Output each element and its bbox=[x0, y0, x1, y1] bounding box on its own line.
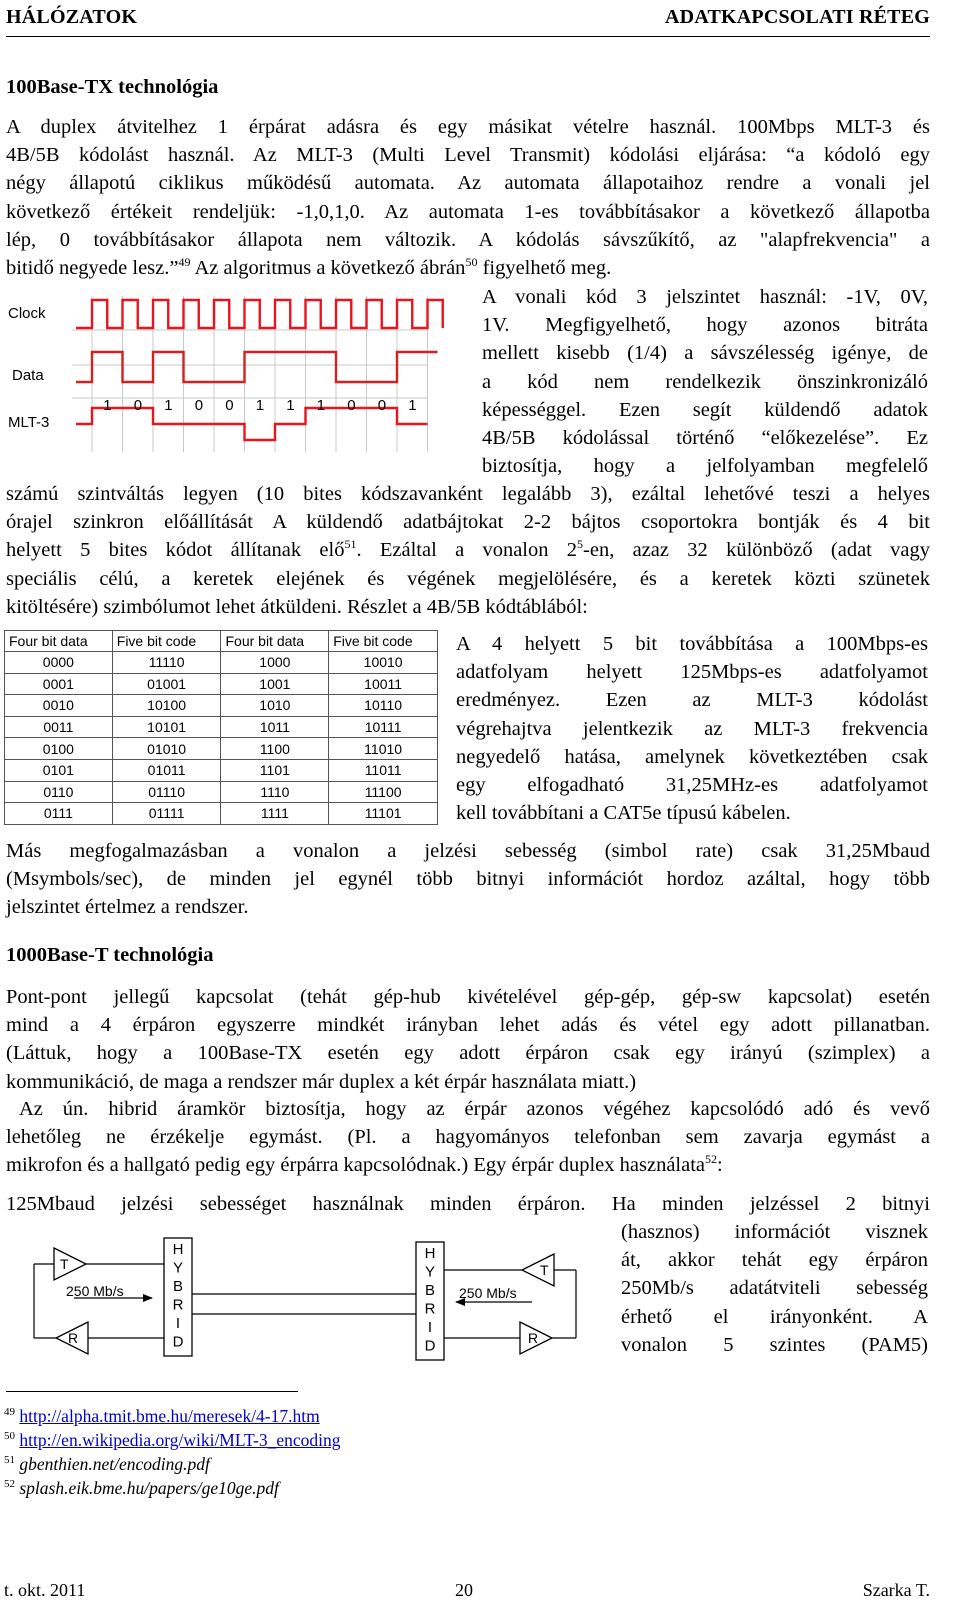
table-cell: 10110 bbox=[329, 695, 438, 717]
bit-label: 1 bbox=[103, 397, 112, 414]
table-cell: 10111 bbox=[329, 716, 438, 738]
paragraph-1000base-t-intro bbox=[6, 983, 930, 1096]
table-row bbox=[5, 759, 438, 781]
bit-label: 1 bbox=[286, 397, 295, 414]
text-line: kitöltésére) szimbólumot lehet átküldeni. Részlet a 4B/5B kódtáblából: bbox=[6, 595, 588, 618]
text-line bbox=[6, 536, 930, 564]
text-line: kell továbbítani a CAT5e típusú kábelen. bbox=[456, 802, 791, 825]
table-cell: 0101 bbox=[5, 759, 113, 781]
footnote-number: 51 bbox=[4, 1454, 15, 1467]
table-cell: 11011 bbox=[329, 759, 438, 781]
text-line: A duplex átvitelhez 1 érpárat adásra és egy másikat vételre használ. 100Mbps MLT-3 és bbox=[6, 116, 930, 138]
running-header-right: ADATKAPCSOLATI RÉTEG bbox=[665, 6, 930, 28]
hybrid-letter: I bbox=[175, 1315, 181, 1332]
transmitter-label: T bbox=[60, 1256, 69, 1272]
text-line: 4B/5B kódolást használ. Az MLT-3 (Multi Level Transmit) kódolási eljárása: “a kódoló egy bbox=[6, 144, 930, 167]
text-line: biztosítja, hogy a jelfolyamban megfelelő bbox=[482, 455, 928, 478]
footer-date: t. okt. 2011 bbox=[4, 1580, 86, 1600]
rate-label-right: 250 Mb/s bbox=[459, 1285, 517, 1301]
text-span: : bbox=[717, 1154, 723, 1177]
footnote-link[interactable]: http://alpha.tmit.bme.hu/meresek/4-17.htm bbox=[19, 1406, 320, 1426]
footnote-49 bbox=[4, 1404, 604, 1428]
table-cell: 0110 bbox=[5, 781, 113, 803]
data-label: Data bbox=[12, 367, 44, 384]
text-span: mikrofon és a hallgató pedig egy érpárra kapcsolódnak.) Egy érpár duplex használata bbox=[6, 1154, 706, 1177]
text-line: mellett kisebb (1/4) a sávszélesség igénye, de bbox=[482, 342, 928, 365]
table-cell: 1111 bbox=[221, 803, 329, 825]
text-line: jelszintet értelmez a rendszer. bbox=[6, 896, 249, 919]
hybrid-letter: Y bbox=[424, 1263, 436, 1281]
hybrid-letter: B bbox=[172, 1278, 184, 1295]
table-row bbox=[5, 738, 438, 760]
section-title-100base-tx: 100Base-TX technológia bbox=[6, 76, 219, 98]
table-cell: 1010 bbox=[221, 695, 329, 717]
text-line: Pont-pont jellegű kapcsolat (tehát gép-hub kivételével gép-gép, gép-sw kapcsolat) esetén bbox=[6, 986, 930, 1008]
transmitter-label: T bbox=[540, 1262, 549, 1278]
hybrid-letter: D bbox=[172, 1333, 184, 1351]
bit-label: 0 bbox=[194, 397, 204, 414]
paragraph-hybrid-circuit bbox=[6, 1095, 930, 1180]
footnote-text: gbenthien.net/encoding.pdf bbox=[19, 1454, 210, 1474]
text-line: a kód nem rendelkezik önszinkronizáló bbox=[482, 370, 928, 393]
footnote-52 bbox=[4, 1476, 604, 1500]
text-line: speciális célú, a keretek elejének és végének megjelölésére, és a keretek közti szünetek bbox=[6, 567, 930, 590]
bit-label: 0 bbox=[347, 397, 356, 414]
paragraph-bitrate-side bbox=[456, 630, 928, 827]
table-cell: 0111 bbox=[5, 803, 113, 825]
footnote-number: 52 bbox=[4, 1478, 15, 1491]
footnote-50 bbox=[4, 1428, 604, 1452]
hybrid-letter: H bbox=[424, 1245, 436, 1262]
footnote-51 bbox=[4, 1452, 604, 1476]
rate-label-left: 250 Mb/s bbox=[66, 1283, 124, 1299]
text-line: lehetőleg ne érzékelje egymást. (Pl. a hagyományos telefonban sem zavarja egymást a bbox=[6, 1126, 930, 1149]
hybrid-letter: B bbox=[424, 1282, 436, 1299]
text-line: számú szintváltás legyen (10 bites kódszavanként legalább 3), ezáltal lehetővé teszi a helyes bbox=[6, 483, 930, 505]
hybrid-letter: R bbox=[172, 1296, 184, 1314]
mlt3-encoding-figure bbox=[4, 290, 452, 460]
column-header: Five bit code bbox=[112, 631, 221, 652]
bit-label: 1 bbox=[408, 397, 417, 414]
text-line: kommunikáció, de maga a rendszer már duplex a két érpár használata miatt.) bbox=[6, 1070, 637, 1093]
table-cell: 11110 bbox=[112, 652, 221, 674]
transmitter-right bbox=[522, 1254, 554, 1286]
table-cell: 10010 bbox=[329, 652, 438, 674]
table-cell: 10100 bbox=[112, 695, 221, 717]
bit-label: 0 bbox=[133, 397, 143, 414]
text-line: (Msymbols/sec), de minden jel egynél több bitnyi információt hordoz azáltal, hogy több bbox=[6, 868, 930, 891]
hybrid-letter: R bbox=[424, 1300, 436, 1318]
table-cell: 10101 bbox=[112, 716, 221, 738]
footnote-ref-52[interactable]: 52 bbox=[705, 1152, 718, 1167]
table-row bbox=[5, 695, 438, 717]
text-line: órajel szinkron előállítását A küldendő adatbájtokat 2-2 bájtos csoportokra bontják és 4 bit bbox=[6, 511, 930, 534]
table-cell: 11010 bbox=[329, 738, 438, 760]
table-row bbox=[5, 781, 438, 803]
table-cell: 01001 bbox=[112, 673, 221, 695]
column-header: Four bit data bbox=[221, 631, 329, 652]
hybrid-letter: D bbox=[424, 1337, 436, 1355]
paragraph-100base-tx-intro bbox=[6, 113, 930, 282]
clock-waveform bbox=[76, 300, 443, 328]
footnote-ref-50[interactable]: 50 bbox=[465, 255, 478, 270]
footnote-ref-51[interactable]: 51 bbox=[344, 537, 357, 552]
table-cell: 0011 bbox=[5, 716, 113, 738]
footnotes bbox=[4, 1404, 604, 1500]
table-cell: 1110 bbox=[221, 781, 329, 803]
header-rule bbox=[6, 36, 930, 37]
table-cell: 01011 bbox=[112, 759, 221, 781]
table-row bbox=[5, 803, 438, 825]
receiver-label: R bbox=[68, 1330, 79, 1346]
text-line: A 4 helyett 5 bit továbbítása a 100Mbps-es bbox=[456, 633, 928, 655]
page-number: 20 bbox=[455, 1580, 473, 1600]
text-line: 250Mb/s adatátviteli sebesség bbox=[621, 1277, 928, 1300]
table-cell: 1000 bbox=[221, 652, 329, 674]
text-line: lép, 0 továbbításakor állapota nem változik. A kódolás sávszűkítő, az "alapfrekvencia" a bbox=[6, 228, 930, 251]
table-cell: 1001 bbox=[221, 673, 329, 695]
text-line: adatfolyam helyett 125Mbps-es adatfolyamot bbox=[456, 661, 928, 684]
paragraph-symbol-rate bbox=[6, 837, 930, 922]
transmitter-left bbox=[54, 1248, 86, 1280]
paragraph-line-code-full bbox=[6, 480, 930, 621]
text-span: bitidő negyede lesz.” bbox=[6, 257, 179, 280]
exponent: 5 bbox=[577, 537, 584, 552]
text-line: érhető el irányonként. A bbox=[621, 1305, 928, 1328]
receiver-label: R bbox=[528, 1330, 539, 1346]
table-cell: 11100 bbox=[329, 781, 438, 803]
text-line: vonalon 5 szintes (PAM5) bbox=[621, 1333, 928, 1356]
mlt3-label: MLT-3 bbox=[8, 414, 50, 431]
table-cell: 1100 bbox=[221, 738, 329, 760]
text-line: képességgel. Ezen segít küldendő adatok bbox=[482, 398, 928, 421]
mlt3-waveform bbox=[76, 408, 428, 440]
table-cell: 01110 bbox=[112, 781, 221, 803]
hybrid-letters-right bbox=[425, 1245, 436, 1355]
text-line bbox=[6, 254, 930, 282]
text-span: Az algoritmus a következő ábrán bbox=[190, 257, 466, 280]
running-header-left: HÁLÓZATOK bbox=[6, 6, 138, 28]
bit-labels bbox=[103, 397, 416, 414]
text-line: négy állapotú ciklikus működésű automata. Az automata állapotaihoz rendre a vonali jel bbox=[6, 172, 930, 195]
section-title-1000base-t: 1000Base-T technológia bbox=[6, 944, 214, 966]
table-cell: 1011 bbox=[221, 716, 329, 738]
text-line: eredményez. Ezen az MLT-3 kódolást bbox=[456, 689, 928, 712]
footnote-link[interactable]: http://en.wikipedia.org/wiki/MLT-3_encoding bbox=[19, 1430, 341, 1450]
footnote-number: 50 bbox=[4, 1430, 15, 1443]
figure-grid bbox=[72, 296, 428, 452]
text-span: . Ezáltal a vonalon 2 bbox=[356, 539, 578, 562]
table-body bbox=[5, 652, 438, 825]
bit-label: 0 bbox=[377, 397, 387, 414]
table-cell: 10011 bbox=[329, 673, 438, 695]
hybrid-letter: Y bbox=[172, 1259, 184, 1277]
table-row bbox=[5, 652, 438, 674]
hybrid-letter: H bbox=[172, 1241, 184, 1258]
text-line: végrehajtva jelentkezik az MLT-3 frekvencia bbox=[456, 717, 928, 740]
bit-label: 1 bbox=[255, 397, 265, 414]
text-line: egy elfogadható 31,25MHz-es adatfolyamot bbox=[456, 774, 928, 797]
text-line: 125Mbaud jelzési sebességet használnak minden érpáron. Ha minden jelzéssel 2 bitnyi bbox=[6, 1193, 930, 1215]
text-line: 1V. Megfigyelhető, hogy azonos bitráta bbox=[482, 314, 928, 337]
text-line: 4B/5B kódolással történő “előkezelése”. Ez bbox=[482, 427, 928, 450]
paragraph-line-code-side bbox=[482, 283, 928, 480]
footnote-ref-49[interactable]: 49 bbox=[178, 255, 191, 270]
text-line: mind a 4 érpáron egyszerre mindkét irányban lehet adás és vétel egy adott pillanatban. bbox=[6, 1014, 930, 1037]
hybrid-letters-left bbox=[173, 1241, 184, 1351]
text-line: A vonali kód 3 jelszintet használ: -1V, 0V, bbox=[482, 286, 928, 308]
table-cell: 0010 bbox=[5, 695, 113, 717]
footnote-rule bbox=[6, 1391, 298, 1392]
clock-label: Clock bbox=[8, 305, 46, 322]
footer-author: Szarka T. bbox=[862, 1580, 930, 1600]
table-cell: 0000 bbox=[5, 652, 113, 674]
table-cell: 01111 bbox=[112, 803, 221, 825]
hybrid-letter: I bbox=[427, 1319, 433, 1336]
footnote-number: 49 bbox=[4, 1406, 15, 1419]
bit-label: 1 bbox=[316, 397, 326, 414]
bit-label: 1 bbox=[164, 397, 173, 414]
text-line: (hasznos) információt visznek bbox=[621, 1221, 928, 1243]
text-span: -en, azaz 32 különböző (adat vagy bbox=[583, 539, 930, 562]
column-header: Four bit data bbox=[5, 631, 113, 652]
column-header: Five bit code bbox=[329, 631, 438, 652]
text-line: következő értékeit rendeljük: -1,0,1,0. Az automata 1-es továbbításakor a következő állapotba bbox=[6, 200, 930, 223]
footnote-text: splash.eik.bme.hu/papers/ge10ge.pdf bbox=[19, 1478, 279, 1498]
text-line bbox=[6, 1151, 930, 1179]
table-cell: 0100 bbox=[5, 738, 113, 760]
bit-label: 0 bbox=[225, 397, 234, 414]
table-cell: 0001 bbox=[5, 673, 113, 695]
table-cell: 1101 bbox=[221, 759, 329, 781]
text-line: (Láttuk, hogy a 100Base-TX esetén egy adott érpáron csak egy irányú (szimplex) a bbox=[6, 1042, 930, 1065]
text-line: át, akkor tehát egy érpáron bbox=[621, 1249, 928, 1272]
data-waveform bbox=[76, 352, 438, 382]
table-row bbox=[5, 673, 438, 695]
table-row bbox=[5, 716, 438, 738]
hybrid-duplex-figure bbox=[4, 1232, 604, 1362]
table-cell: 01010 bbox=[112, 738, 221, 760]
code-table-4b5b bbox=[4, 630, 438, 825]
text-span: helyett 5 bites kódot állítanak elő bbox=[6, 539, 345, 562]
paragraph-pam5-side bbox=[621, 1218, 928, 1359]
text-line: negyedelő hatása, amelynek következtében csak bbox=[456, 745, 928, 768]
table-cell: 11101 bbox=[329, 803, 438, 825]
text-line: Az ún. hibrid áramkör biztosítja, hogy az érpár azonos végéhez kapcsolódó adó és vevő bbox=[19, 1098, 930, 1120]
text-span: figyelhető meg. bbox=[477, 257, 612, 280]
text-line: Más megfogalmazásban a vonalon a jelzési sebesség (simbol rate) csak 31,25Mbaud bbox=[6, 840, 930, 862]
